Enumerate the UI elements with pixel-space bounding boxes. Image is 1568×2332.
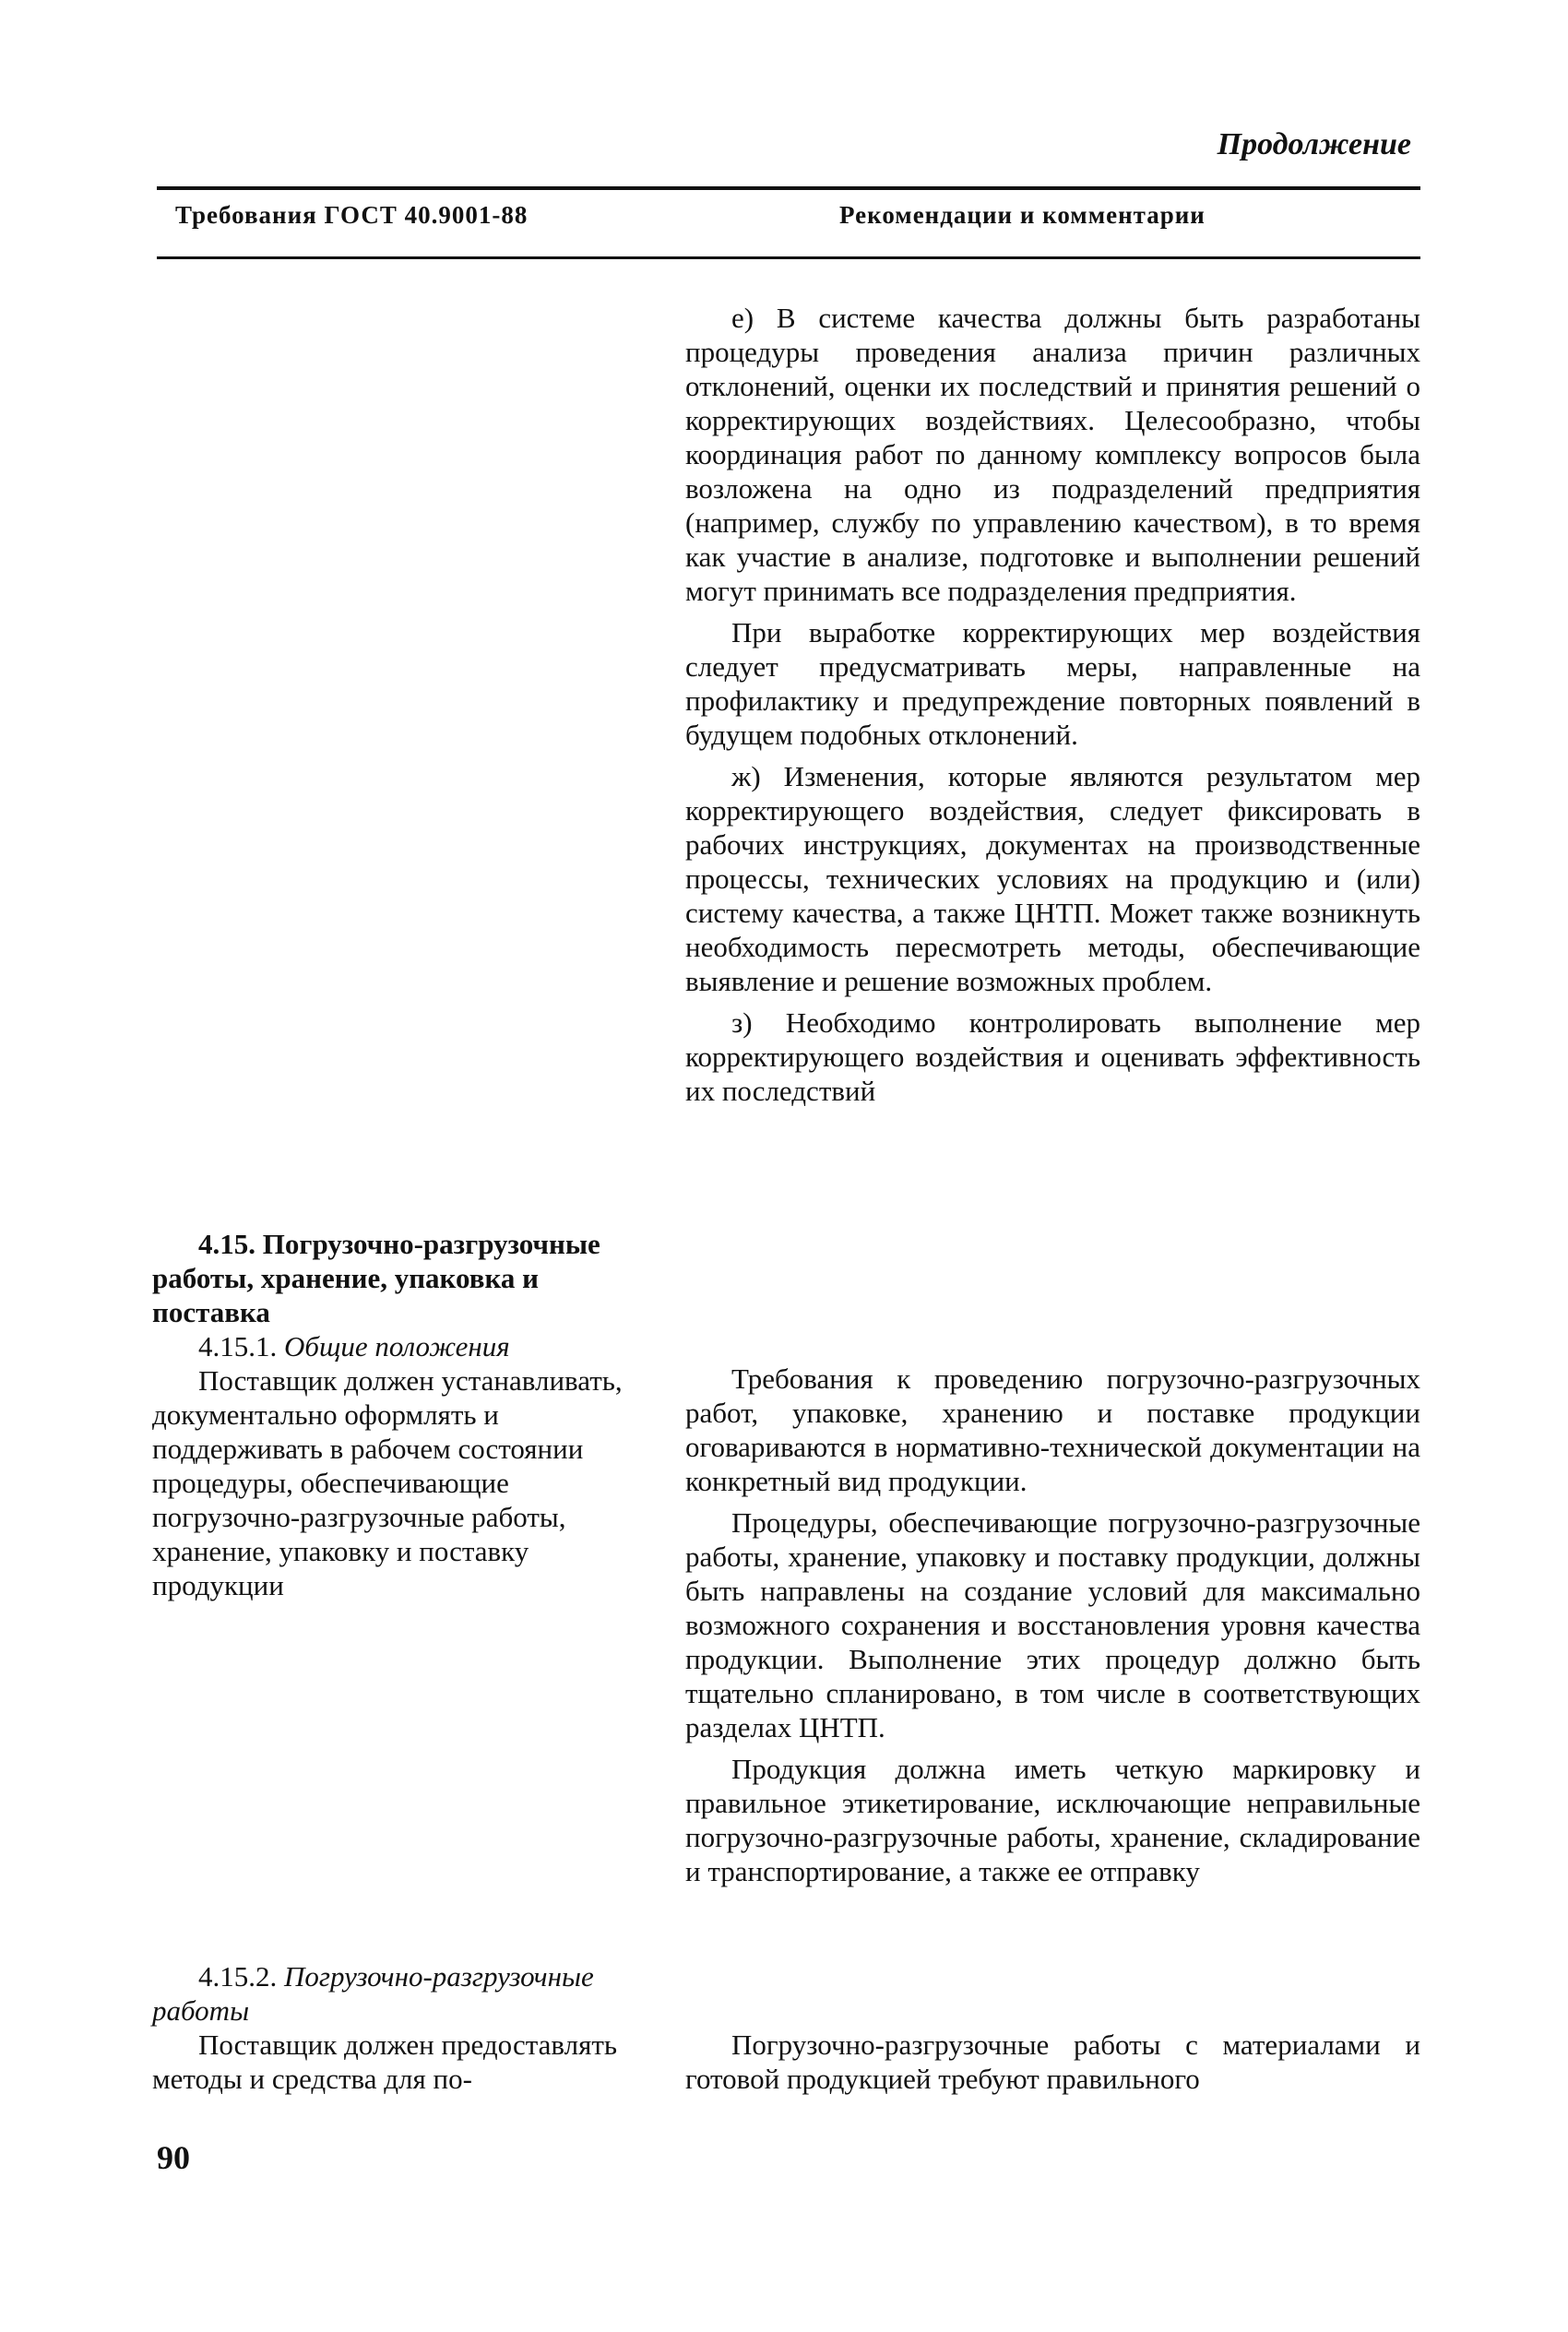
header-bottom-rule (157, 256, 1420, 259)
section-4-15-1-number: 4.15.1. (198, 1330, 278, 1362)
left-column-header: Требования ГОСТ 40.9001-88 (175, 201, 529, 229)
right-column-header: Рекомендации и комментарии (839, 201, 1206, 229)
section-4-15-number: 4.15. (198, 1228, 255, 1260)
paragraph-item-zh: ж) Изменения, которые являются результатом мер корректирующего воздействия, следует фиксировать в рабочих инструкциях, документах на производственные процессы, технических условиях на продукцию и (или) систему качества, а также ЦНТП. Может также возникнуть необходимость пересмотреть методы, обеспечивающие выявление и решение возможных проблем. (685, 760, 1420, 997)
section-4-15-2-title: Погрузочно-разгрузочные работы (152, 1960, 594, 2027)
section-4-15-1-title: Общие положения (284, 1330, 510, 1362)
section-4-15-2-heading (152, 1959, 655, 2028)
paragraph-item-z: з) Необходимо контролировать выполнение мер корректирующего воздействия и оценивать эффективность их последствий (685, 1006, 1420, 1107)
comments-block-4-15-2 (685, 2028, 1420, 2096)
requirements-block-4-15-2 (152, 1959, 655, 2096)
section-4-15-title: Погрузочно-разгрузочные работы, хранение, упаковка и поставка (152, 1228, 600, 1328)
section-4-15-2-number: 4.15.2. (198, 1960, 278, 1993)
comment-4-15-1-third: Продукция должна иметь четкую маркировку и правильное этикетирование, исключающие неправильные погрузочно-разгрузочные работы, хранение, складирование и транспортирование, а также ее отправку (685, 1753, 1420, 1887)
comment-4-15-2: Погрузочно-разгрузочные работы с материалами и готовой продукцией требуют правильного (685, 2029, 1420, 2095)
continuation-label: Продолжение (1217, 127, 1411, 161)
section-4-15-1-heading (152, 1329, 655, 1363)
requirements-block-4-15 (152, 1227, 655, 1602)
page-number: 90 (157, 2139, 190, 2176)
paragraph-item-e: е) В системе качества должны быть разработаны процедуры проведения анализа причин различных отклонений, оценки их последствий и принятия решений о корректирующих воздействиях. Целесообразно, чтобы координация работ по данному комплексу вопросов была возложена на одно из подразделений предприятия (например, службу по управлению качеством), в то время как участие в анализе, подготовке и выполнении решений могут принимать все подразделения предприятия. (685, 302, 1420, 607)
section-4-15-1-requirement: Поставщик должен устанавливать, документально оформлять и поддерживать в рабочем состоянии процедуры, обеспечивающие погрузочно-разгрузочные работы, хранение, упаковку и поставку продукции (152, 1364, 623, 1601)
header-top-rule (157, 186, 1420, 190)
section-4-15-2-requirement: Поставщик должен предоставлять методы и средства для по- (152, 2029, 618, 2095)
paragraph-corrective-measures: При выработке корректирующих мер воздействия следует предусматривать меры, направленные на профилактику и предупреждение повторных появлений в будущем подобных отклонений. (685, 616, 1420, 751)
comment-4-15-1-second: Процедуры, обеспечивающие погрузочно-разгрузочные работы, хранение, упаковку и поставку продукции, должны быть направлены на создание условий для максимально возможного сохранения и восстановления уровня качества продукции. Выполнение этих процедур должно быть тщательно спланировано, в том числе в соответствующих разделах ЦНТП. (685, 1506, 1420, 1743)
comments-block-corrective (685, 301, 1420, 1108)
comment-4-15-1-first: Требования к проведению погрузочно-разгрузочных работ, упаковке, хранению и поставке продукции оговариваются в нормативно-технической документации на конкретный вид продукции. (685, 1362, 1420, 1497)
comments-block-4-15-1 (685, 1362, 1420, 1888)
section-4-15-heading (152, 1227, 655, 1329)
